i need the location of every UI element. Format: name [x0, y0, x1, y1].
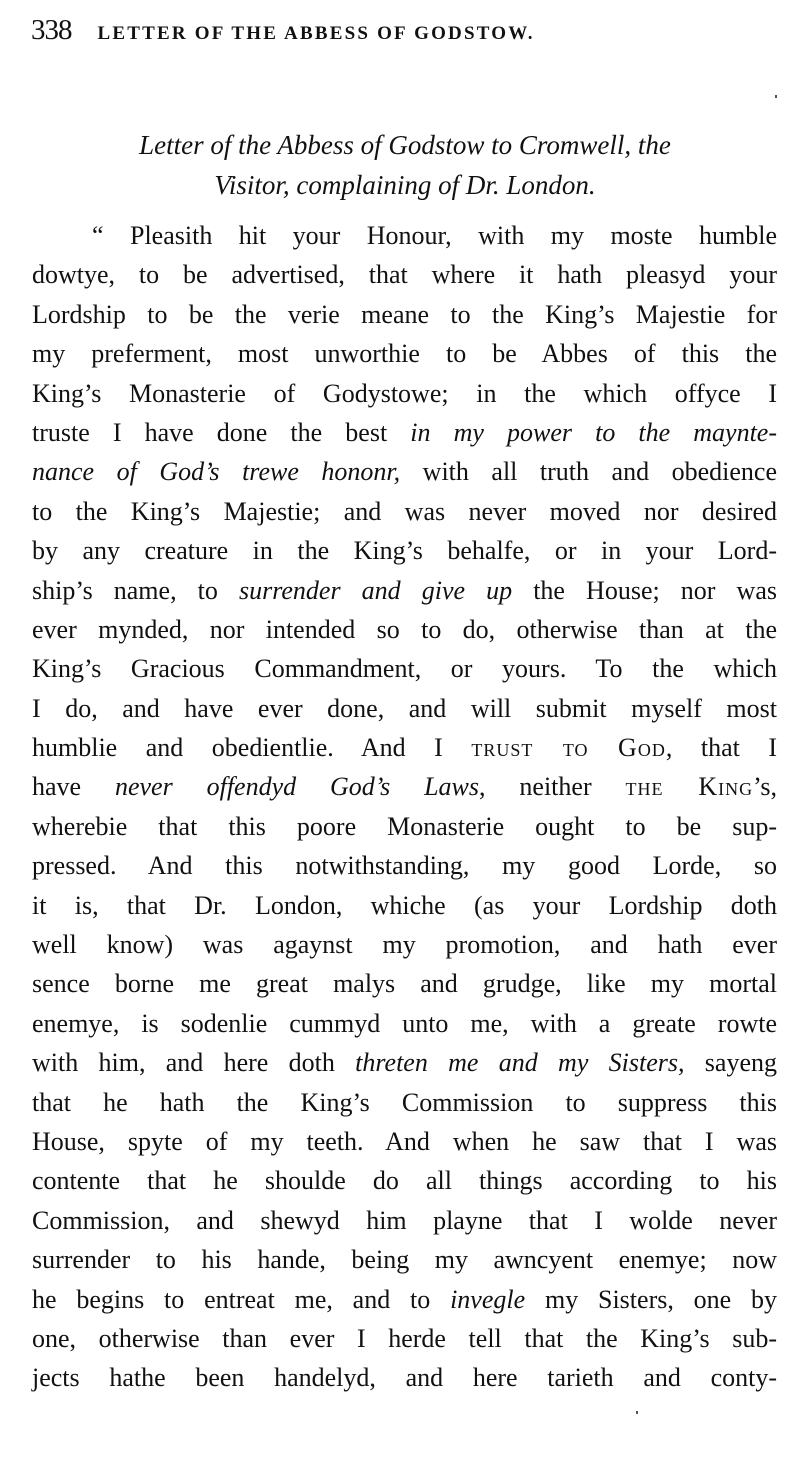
text-segment: my preferment, most unworthie to be Abbes of this the	[32, 339, 777, 369]
text-segment: it is, that Dr. London, whiche (as your Lordship doth	[32, 890, 777, 920]
text-segment: by any creature in the King’s behalfe, or in your Lord-	[32, 536, 777, 566]
text-line	[32, 1240, 777, 1279]
text-line	[32, 334, 777, 373]
text-line	[32, 531, 777, 570]
text-segment: sayeng	[684, 1048, 777, 1078]
small-caps-text: trust to God	[471, 733, 666, 763]
text-segment: sence borne me great malys and grudge, like my mortal	[32, 969, 777, 999]
text-line	[32, 1280, 777, 1319]
text-segment: King’s Monasterie of Godystowe; in the which offyce I	[32, 378, 777, 408]
text-segment: House, spyte of my teeth. And when he saw that I was	[32, 1126, 777, 1156]
running-header	[31, 14, 535, 47]
text-segment: that he hath the King’s Commission to suppress this	[32, 1087, 777, 1117]
text-line	[32, 216, 777, 255]
letter-body	[32, 216, 777, 1398]
text-segment: contente that he shoulde do all things according to his	[32, 1166, 777, 1196]
italic-text: threten me and my Sisters,	[355, 1048, 685, 1078]
text-line	[32, 1043, 777, 1082]
text-segment: Lordship to be the verie meane to the King’s Majestie for	[32, 299, 777, 329]
text-segment: “ Pleasith hit your Honour, with my moste humble	[92, 221, 777, 250]
text-segment: surrender to his hande, being my awncyent enemye; now	[32, 1245, 777, 1275]
text-segment: humblie and obedientlie. And I	[32, 733, 472, 763]
italic-text: in my power to the maynte-	[410, 417, 778, 447]
text-segment: the House; nor was	[512, 575, 777, 605]
text-segment: my Sisters, one by	[525, 1284, 778, 1314]
text-segment: dowtye, to be advertised, that where it hath pleasyd your	[32, 260, 777, 290]
page-number: 338	[31, 14, 72, 46]
scan-speck	[775, 95, 777, 98]
text-segment: , neither	[479, 772, 626, 802]
text-line	[32, 1319, 777, 1358]
text-line	[32, 374, 777, 413]
text-line	[32, 295, 777, 334]
text-line	[32, 886, 777, 925]
text-segment: ever mynded, nor intended so to do, otherwise than at the	[32, 614, 777, 644]
text-line	[32, 846, 777, 885]
text-segment: with all truth and obedience	[400, 457, 777, 487]
text-segment: pressed. And this notwithstanding, my good Lorde, so	[32, 851, 777, 881]
text-segment: I do, and have ever done, and will submit myself most	[32, 693, 777, 723]
text-segment: wherebie that this poore Monasterie ought to be sup-	[32, 811, 777, 841]
text-line	[32, 1161, 777, 1200]
text-line	[32, 807, 777, 846]
text-line	[32, 649, 777, 688]
text-segment: he begins to entreat me, and to	[32, 1284, 451, 1314]
text-line	[32, 255, 777, 294]
text-line	[32, 452, 777, 491]
text-segment: to the King’s Majestie; and was never moved nor desired	[32, 496, 777, 526]
text-line	[32, 571, 777, 610]
text-line	[32, 492, 777, 531]
italic-text: nance of God’s trewe hononr,	[32, 457, 401, 487]
text-line	[32, 1358, 777, 1397]
letter-title-line-2: Visitor, complaining of Dr. London.	[214, 170, 596, 200]
text-line	[32, 413, 777, 452]
text-line	[32, 728, 777, 767]
text-line	[32, 1004, 777, 1043]
letter-title-line-1: Letter of the Abbess of Godstow to Cromwell, the	[139, 130, 671, 160]
text-line	[32, 767, 777, 806]
italic-text: surrender and give up	[238, 575, 513, 605]
text-segment: Commission, and shewyd him playne that I wolde never	[32, 1205, 777, 1235]
text-line	[32, 925, 777, 964]
text-segment: jects hathe been handelyd, and here tarieth and conty-	[32, 1363, 777, 1393]
text-segment: ’s,	[753, 772, 777, 802]
italic-text: never offendyd God’s Laws	[114, 772, 480, 802]
text-segment: have	[32, 772, 115, 802]
text-segment: enemye, is sodenlie cummyd unto me, with a greate rowte	[32, 1008, 777, 1038]
text-segment: , that I	[665, 733, 778, 763]
text-line	[32, 1201, 777, 1240]
scan-speck	[636, 1411, 638, 1414]
text-line	[32, 1083, 777, 1122]
text-segment: with him, and here doth	[32, 1048, 356, 1078]
running-title: LETTER OF THE ABBESS OF GODSTOW.	[97, 23, 535, 44]
text-segment: truste I have done the best	[32, 417, 411, 447]
text-segment: ship’s name, to	[32, 575, 239, 605]
italic-text: invegle	[450, 1284, 526, 1314]
text-line	[32, 610, 777, 649]
text-segment: one, otherwise than ever I herde tell that the King’s sub-	[32, 1323, 777, 1353]
text-line	[32, 964, 777, 1003]
text-line	[32, 1122, 777, 1161]
small-caps-text: the King	[625, 772, 754, 802]
text-segment: King’s Gracious Commandment, or yours. To the which	[32, 654, 777, 684]
text-segment: well know) was agaynst my promotion, and hath ever	[32, 930, 777, 960]
text-line	[32, 689, 777, 728]
